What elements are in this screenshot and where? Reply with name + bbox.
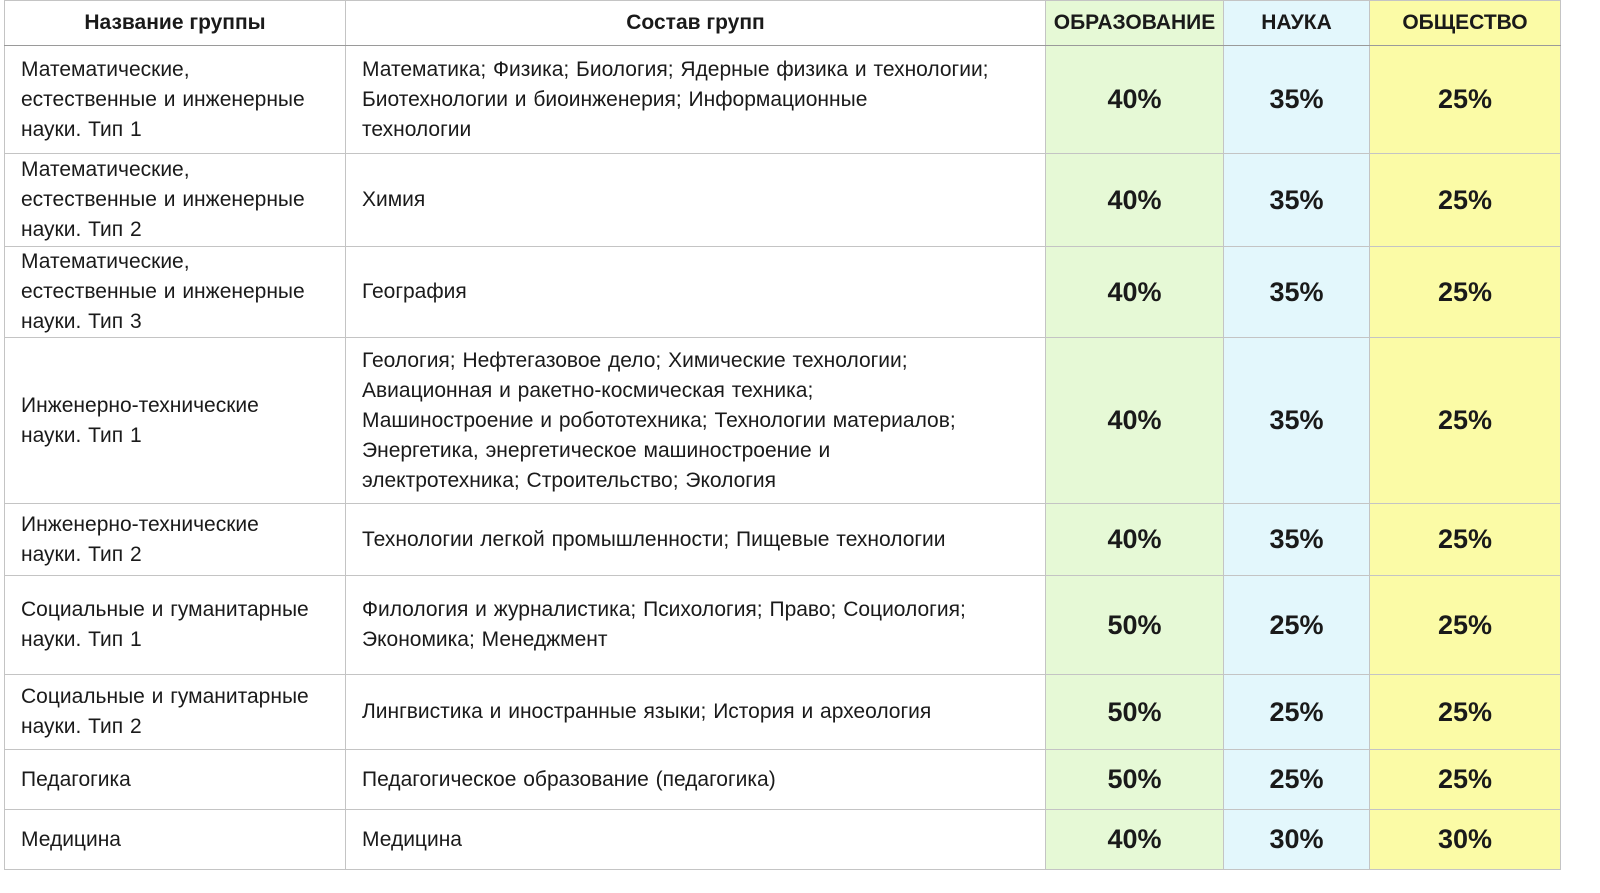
science-percent-cell: 35% (1224, 338, 1370, 504)
group-name-cell (5, 247, 346, 338)
composition-line: Авиационная и ракетно-космическая техника; (362, 378, 814, 402)
group-name-line: науки. Тип 3 (21, 310, 142, 333)
science-percent-cell: 30% (1224, 810, 1370, 870)
table-row (5, 46, 1561, 154)
header-education: ОБРАЗОВАНИЕ (1046, 1, 1224, 46)
composition-line: Медицина (362, 827, 462, 851)
education-percent-cell: 40% (1046, 338, 1224, 504)
composition-line: Биотехнологии и биоинженерия; Информационные (362, 87, 868, 111)
society-percent-cell: 25% (1370, 247, 1561, 338)
table-body (5, 46, 1561, 870)
science-percent-cell: 35% (1224, 247, 1370, 338)
composition-cell (346, 675, 1046, 750)
group-name-line: Инженерно-технические (21, 393, 259, 417)
education-percent-cell: 40% (1046, 46, 1224, 154)
education-percent-cell: 40% (1046, 810, 1224, 870)
composition-line: Химия (362, 188, 426, 211)
education-percent-cell: 40% (1046, 154, 1224, 247)
composition-cell (346, 576, 1046, 675)
society-percent-cell: 25% (1370, 338, 1561, 504)
group-name-line: Социальные и гуманитарные (21, 598, 309, 621)
group-name-line: естественные и инженерные (21, 280, 305, 303)
composition-cell (346, 247, 1046, 338)
composition-cell (346, 810, 1046, 870)
group-name-line: Математические, (21, 158, 190, 181)
science-percent-cell: 25% (1224, 675, 1370, 750)
science-percent-cell: 35% (1224, 154, 1370, 247)
composition-cell (346, 46, 1046, 154)
composition-line: Математика; Физика; Биология; Ядерные физика и технологии; (362, 57, 989, 81)
groups-table (4, 0, 1561, 870)
society-percent-cell: 25% (1370, 576, 1561, 675)
header-science: НАУКА (1224, 1, 1370, 46)
composition-line: Экономика; Менеджмент (362, 628, 608, 651)
composition-cell (346, 154, 1046, 247)
composition-line: Лингвистика и иностранные языки; История и археология (362, 700, 932, 723)
society-percent-cell: 25% (1370, 154, 1561, 247)
composition-line: Энергетика, энергетическое машиностроение и (362, 438, 831, 462)
table-row (5, 247, 1561, 338)
composition-line: Педагогическое образование (педагогика) (362, 767, 776, 791)
group-name-cell (5, 750, 346, 810)
table-row (5, 675, 1561, 750)
science-percent-cell: 25% (1224, 576, 1370, 675)
composition-cell (346, 338, 1046, 504)
composition-line: Машиностроение и робототехника; Технологии материалов; (362, 408, 956, 432)
group-name-line: науки. Тип 2 (21, 542, 142, 566)
header-society: ОБЩЕСТВО (1370, 1, 1561, 46)
composition-line: География (362, 280, 467, 303)
table-row (5, 504, 1561, 576)
group-name-line: науки. Тип 2 (21, 218, 142, 241)
science-percent-cell: 25% (1224, 750, 1370, 810)
composition-line: Филология и журналистика; Психология; Право; Социология; (362, 598, 966, 621)
education-percent-cell: 50% (1046, 750, 1224, 810)
composition-cell (346, 504, 1046, 576)
group-name-line: науки. Тип 1 (21, 423, 142, 447)
group-name-line: естественные и инженерные (21, 188, 305, 211)
group-name-cell (5, 154, 346, 247)
society-percent-cell: 25% (1370, 750, 1561, 810)
composition-line: технологии (362, 117, 472, 141)
education-percent-cell: 40% (1046, 247, 1224, 338)
composition-line: электротехника; Строительство; Экология (362, 468, 777, 492)
group-name-line: Инженерно-технические (21, 512, 259, 536)
group-name-cell (5, 675, 346, 750)
education-percent-cell: 40% (1046, 504, 1224, 576)
society-percent-cell: 25% (1370, 675, 1561, 750)
group-name-line: Математические, (21, 57, 190, 81)
group-name-cell (5, 810, 346, 870)
group-name-line: естественные и инженерные (21, 87, 305, 111)
society-percent-cell: 25% (1370, 504, 1561, 576)
composition-cell (346, 750, 1046, 810)
science-percent-cell: 35% (1224, 504, 1370, 576)
group-name-cell (5, 504, 346, 576)
table-row (5, 338, 1561, 504)
header-group-name: Название группы (5, 1, 346, 46)
society-percent-cell: 25% (1370, 46, 1561, 154)
group-name-cell (5, 338, 346, 504)
group-name-cell (5, 46, 346, 154)
table-row (5, 810, 1561, 870)
society-percent-cell: 30% (1370, 810, 1561, 870)
group-name-line: Медицина (21, 827, 121, 851)
science-percent-cell: 35% (1224, 46, 1370, 154)
table-row (5, 576, 1561, 675)
header-row (5, 1, 1561, 46)
table-row (5, 750, 1561, 810)
group-name-line: Социальные и гуманитарные (21, 685, 309, 708)
education-percent-cell: 50% (1046, 576, 1224, 675)
header-composition: Состав групп (346, 1, 1046, 46)
table-row (5, 154, 1561, 247)
composition-line: Геология; Нефтегазовое дело; Химические технологии; (362, 348, 908, 372)
group-name-line: науки. Тип 1 (21, 628, 142, 651)
group-name-line: науки. Тип 2 (21, 715, 142, 738)
group-name-line: Математические, (21, 250, 190, 273)
education-percent-cell: 50% (1046, 675, 1224, 750)
group-name-line: Педагогика (21, 767, 131, 791)
composition-line: Технологии легкой промышленности; Пищевые технологии (362, 527, 946, 551)
group-name-cell (5, 576, 346, 675)
group-name-line: науки. Тип 1 (21, 117, 142, 141)
